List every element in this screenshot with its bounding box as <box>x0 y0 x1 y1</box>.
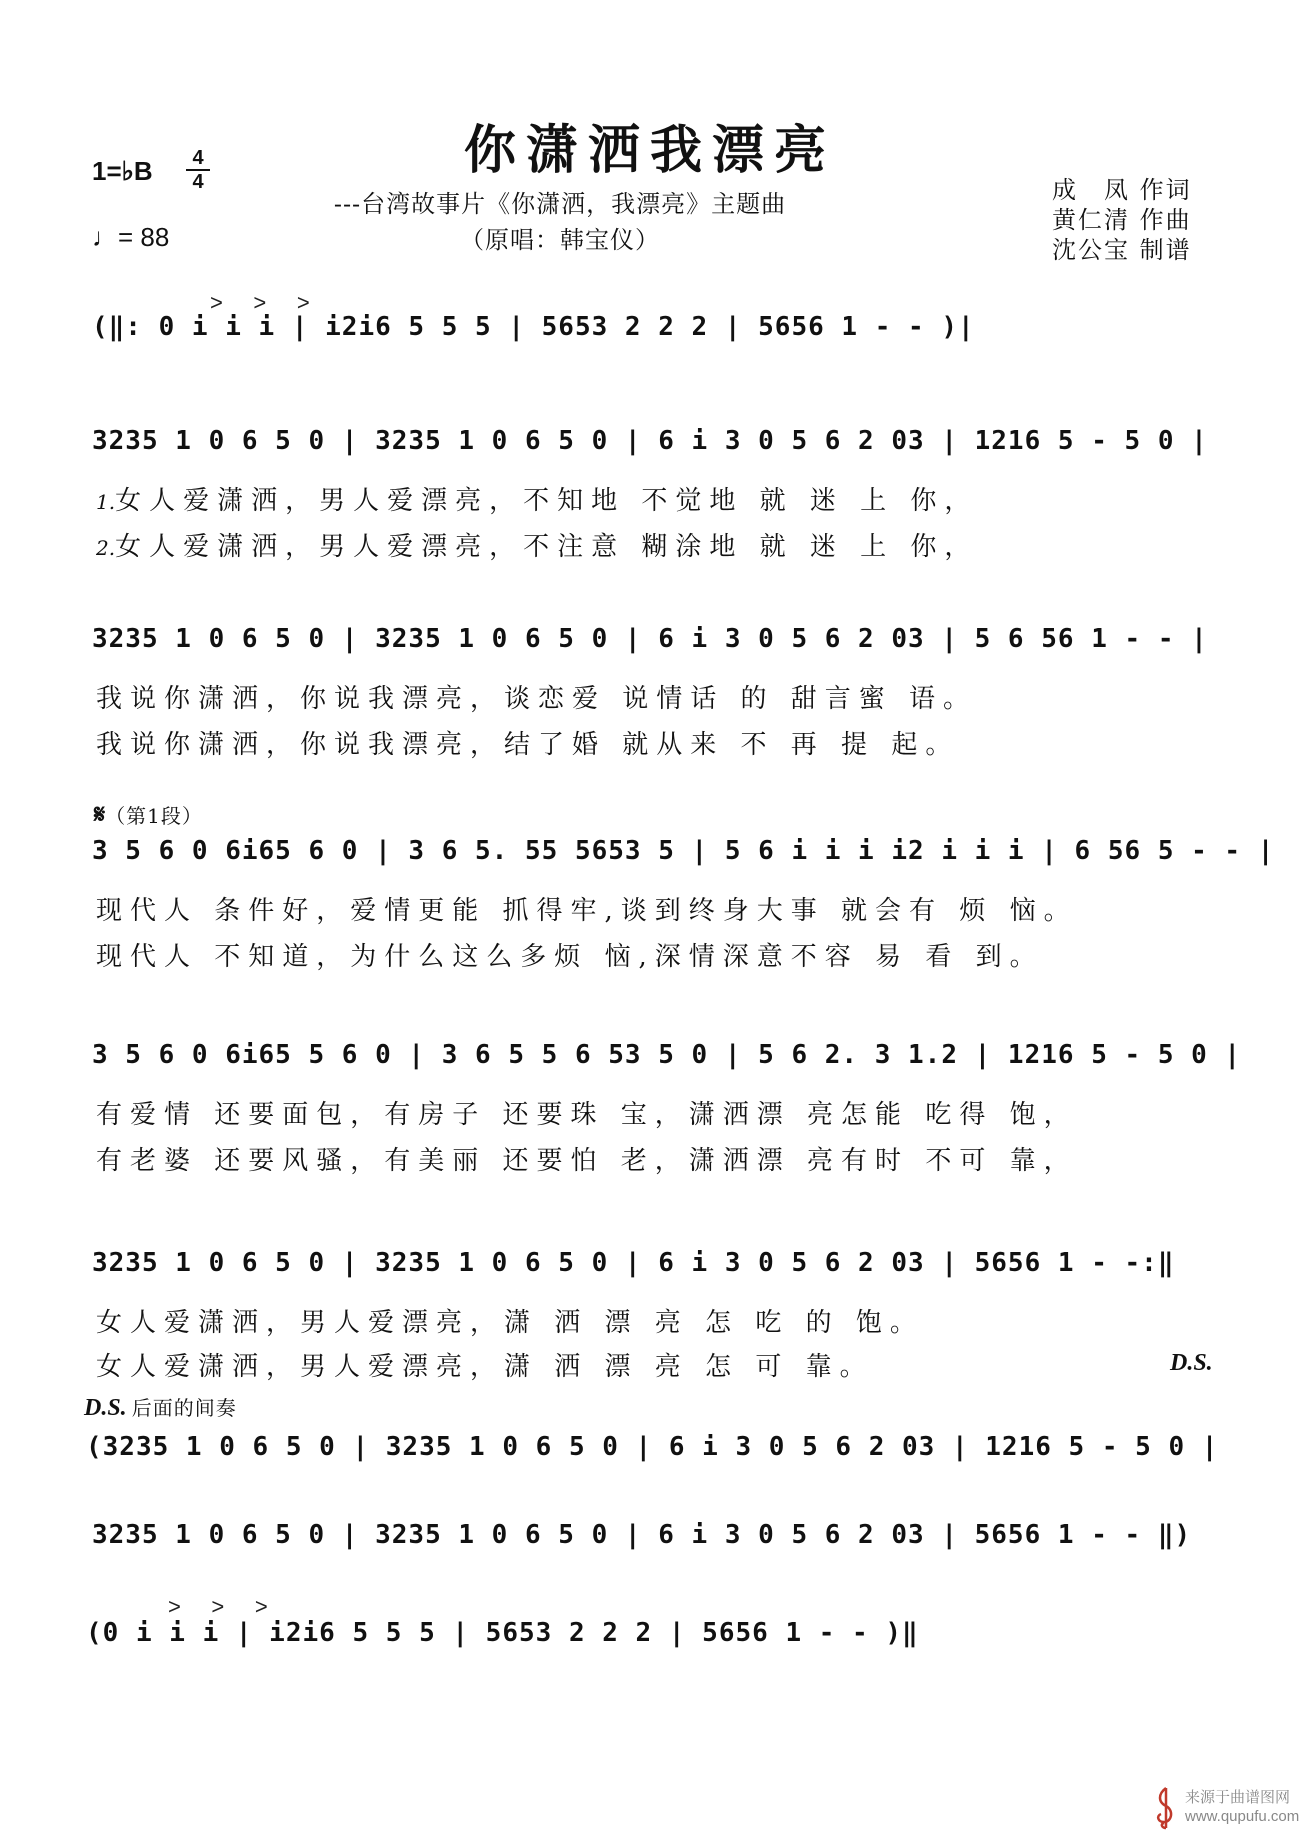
time-signature <box>186 148 210 192</box>
credit-composer: 黄仁清 作曲 <box>1052 206 1192 234</box>
score-row-6: (3235 1 0 6 5 0 | 3235 1 0 6 5 0 | 6 i 3 0 5 6 2 03 | 1216 5 - 5 0 | <box>86 1432 1219 1462</box>
verse-number: 1. <box>96 490 116 514</box>
lyric-row-4-verse-1: 有爱情 还要面包，有房子 还要珠 宝，潇洒漂 亮怎能 吃得 饱， <box>96 1100 1078 1130</box>
credit-lyricist: 成 凤 作词 <box>1052 176 1192 204</box>
lyric-text: 女人爱潇洒，男人爱漂亮，不知地 不觉地 就 迷 上 你， <box>115 486 979 516</box>
score-row-7: 3235 1 0 6 5 0 | 3235 1 0 6 5 0 | 6 i 3 0 5 6 2 03 | 5656 1 - - ‖) <box>92 1520 1192 1550</box>
lyric-text: 女人爱潇洒，男人爱漂亮，不注意 糊涂地 就 迷 上 你， <box>115 532 979 562</box>
segment-note: （第1段） <box>105 804 203 828</box>
original-singer: （原唱：韩宝仪） <box>460 226 660 254</box>
tempo-marking: ♩= 88 <box>92 222 170 252</box>
segno-icon: 𝄋 <box>94 800 106 830</box>
page-title: 你潇洒我漂亮 <box>463 120 836 181</box>
time-top: 4 <box>192 147 204 169</box>
lyric-row-1-verse-2 <box>96 526 1216 563</box>
watermark-line-2: www.qupufu.com <box>1185 1808 1300 1825</box>
lyric-row-3-verse-2: 现代人 不知道，为什么这么多烦 恼,深情深意不容 易 看 到。 <box>96 942 1044 972</box>
lyric-row-1-verse-1 <box>96 480 1216 517</box>
credit-transcriber: 沈公宝 制谱 <box>1052 236 1192 264</box>
segno-section <box>94 800 203 831</box>
score-row-intro: (‖: 0 i i i | i2i6 5 5 5 | 5653 2 2 2 | 5656 1 - - )| <box>92 312 975 342</box>
lyric-row-5-verse-1: 女人爱潇洒，男人爱漂亮，潇 洒 漂 亮 怎 吃 的 饱。 <box>96 1308 924 1338</box>
key-signature: 1=♭B <box>92 156 153 186</box>
ds-mark: D.S. <box>1170 1350 1213 1376</box>
score-row-4: 3 5 6 0 6i65 5 6 0 | 3 6 5 5 6 53 5 0 | 5 6 2. 3 1.2 | 1216 5 - 5 0 | <box>92 1040 1242 1070</box>
treble-clef-icon <box>1150 1784 1180 1830</box>
score-row-8: (0 i i i | i2i6 5 5 5 | 5653 2 2 2 | 5656 1 - - )‖ <box>86 1618 919 1648</box>
lyric-row-3-verse-1: 现代人 条件好，爱情更能 抓得牢,谈到终身大事 就会有 烦 恼。 <box>96 896 1078 926</box>
score-row-5: 3235 1 0 6 5 0 | 3235 1 0 6 5 0 | 6 i 3 0 5 6 2 03 | 5656 1 - -:‖ <box>92 1248 1175 1278</box>
lyric-row-5-verse-2: 女人爱潇洒，男人爱漂亮，潇 洒 漂 亮 怎 可 靠。 <box>96 1352 874 1382</box>
accent-marks-outro: > > > <box>168 1594 268 1619</box>
score-row-1: 3235 1 0 6 5 0 | 3235 1 0 6 5 0 | 6 i 3 0 5 6 2 03 | 1216 5 - 5 0 | <box>92 426 1208 456</box>
accent-marks-intro: > > > <box>210 290 310 315</box>
interlude-label: 后面的间奏 <box>131 1396 237 1420</box>
interlude-label-row <box>84 1392 237 1422</box>
score-row-2: 3235 1 0 6 5 0 | 3235 1 0 6 5 0 | 6 i 3 0 5 6 2 03 | 5 6 56 1 - - | <box>92 624 1208 654</box>
score-row-3: 3 5 6 0 6i65 6 0 | 3 6 5. 55 5653 5 | 5 6 i i i i2 i i i | 6 56 5 - - | <box>92 836 1275 866</box>
lyric-row-2-verse-2: 我说你潇洒，你说我漂亮，结了婚 就从来 不 再 提 起。 <box>96 730 960 760</box>
subtitle: ---台湾故事片《你潇洒，我漂亮》主题曲 <box>333 190 787 218</box>
lyric-row-2-verse-1: 我说你潇洒，你说我漂亮，谈恋爱 说情话 的 甜言蜜 语。 <box>96 684 978 714</box>
ds-mark-interlude: D.S. <box>84 1395 127 1421</box>
verse-number: 2. <box>96 536 116 560</box>
time-bottom: 4 <box>192 171 204 193</box>
lyric-row-4-verse-2: 有老婆 还要风骚，有美丽 还要怕 老，潇洒漂 亮有时 不可 靠， <box>96 1146 1078 1176</box>
watermark-line-1: 来源于曲谱图网 <box>1185 1789 1291 1806</box>
